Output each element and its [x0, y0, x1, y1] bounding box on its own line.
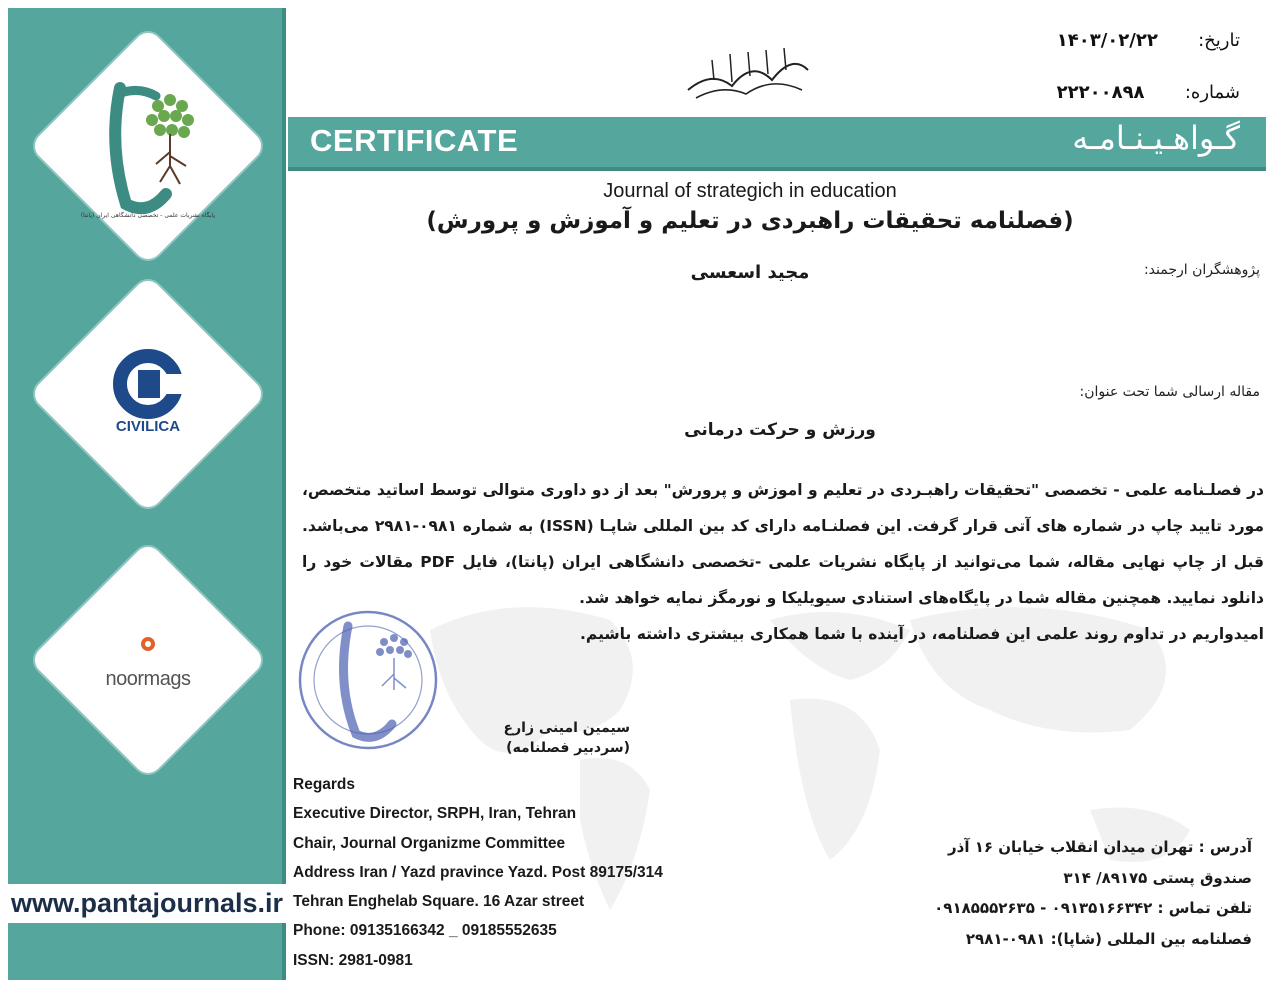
panta-logo-caption: پایگاه نشریات علمی - تخصصی دانشگاهی ایران (پانتا): [80, 212, 216, 219]
address-line: فصلنامه بین المللی (شاپا): ۰۹۸۱-۲۹۸۱: [965, 929, 1252, 948]
address-line: صندوق پستی ۸۹۱۷۵/ ۳۱۴: [1063, 868, 1252, 887]
regards-block: [293, 770, 713, 975]
civilica-logo: [28, 274, 268, 514]
address-line: تلفن تماس : ۰۹۱۳۵۱۶۶۳۴۲ - ۰۹۱۸۵۵۵۲۶۳۵: [934, 899, 1252, 917]
panta-logo-tile: [28, 26, 268, 266]
certificate-body: [302, 472, 1264, 652]
journal-name-fa: (فصلنامه تحقیقات راهبردی در تعلیم و آموزش و پرورش): [426, 208, 1074, 234]
sidebar: [8, 8, 286, 980]
regards-line: Tehran Enghelab Square. 16 Azar street: [293, 893, 585, 911]
date-value: ۱۴۰۳/۰۲/۲۲: [1056, 30, 1158, 51]
recipient-name: مجید اسعسی: [690, 262, 810, 283]
article-title: ورزش و حرکت درمانی: [684, 420, 876, 440]
number-value: ۲۲۲۰۰۸۹۸: [1056, 82, 1145, 103]
journal-name-en: Journal of strategich in education: [603, 180, 897, 202]
regards-line: Phone: 09135166342 _ 09185552635: [293, 922, 557, 940]
noormags-logo-tile: [28, 540, 268, 780]
date-label: تاریخ:: [1198, 30, 1240, 51]
signer-role: (سردبیر فصلنامه): [506, 740, 630, 756]
bismillah-calligraphy: [682, 40, 814, 106]
article-label: مقاله ارسالی شما تحت عنوان:: [1079, 384, 1260, 400]
body-closing: امیدواریم در تداوم روند علمی این فصلنامه، در آینده با شما همکاری بیشتری داشته باشیم.: [580, 625, 1264, 643]
regards-line: ISSN: 2981-0981: [293, 951, 413, 969]
signer-block: [400, 718, 630, 758]
address-block: [832, 832, 1252, 954]
civilica-caption: CIVILICA: [115, 418, 181, 435]
civilica-logo-tile: [28, 274, 268, 514]
sidebar-edge: [282, 8, 286, 980]
certificate-banner: [288, 117, 1266, 171]
regards-line: Regards: [293, 776, 356, 793]
noormags-logo: [28, 540, 268, 780]
number-label: شماره:: [1184, 82, 1240, 103]
recipient-label: پژوهشگران ارجمند:: [1143, 262, 1260, 278]
number-row: [1057, 82, 1240, 103]
noormags-caption: noormags: [105, 668, 191, 690]
address-line: آدرس : تهران میدان انقلاب خیابان ۱۶ آذر: [947, 838, 1252, 856]
certificate-title-en: CERTIFICATE: [310, 123, 519, 158]
panta-logo: [28, 26, 268, 266]
date-row: [1057, 30, 1240, 51]
signer-name: سیمین امینی زارع: [503, 720, 630, 736]
regards-line: Chair, Journal Organizme Committee: [293, 834, 566, 852]
body-paragraph: در فصلـنامه علمی - تخصصی "تحقیقات راهبـردی در تعلیم و اموزش و پرورش" بعد از دو داوری متوالی توسط اساتید متخصص، مورد تایید چاپ در شماره های آتی قرار گرفت. این فصلنـامه دارای کد بین المللی شاپـا (ISSN) به شماره ۰۹۸۱-۲۹۸۱ می‌باشد. قبل از چاپ نهایی مقاله، شما می‌توانید از پایگاه نشریات علمی -تخصصی دانشگاهی ایران (پانتا)، فایل PDF مقالات خود را دانلود نمایید. همچنین مقاله شما در پایگاه‌های استنادی سیویلیکا و نورمگز نمایه خواهد شد.: [302, 481, 1264, 607]
regards-line: Executive Director, SRPH, Iran, Tehran: [293, 805, 577, 823]
regards-line: Address Iran / Yazd pravince Yazd. Post 89175/314: [293, 863, 663, 881]
website-url[interactable]: www.pantajournals.ir: [8, 884, 286, 923]
certificate-title-fa: گـواهـیـنـامـه: [1072, 119, 1240, 157]
